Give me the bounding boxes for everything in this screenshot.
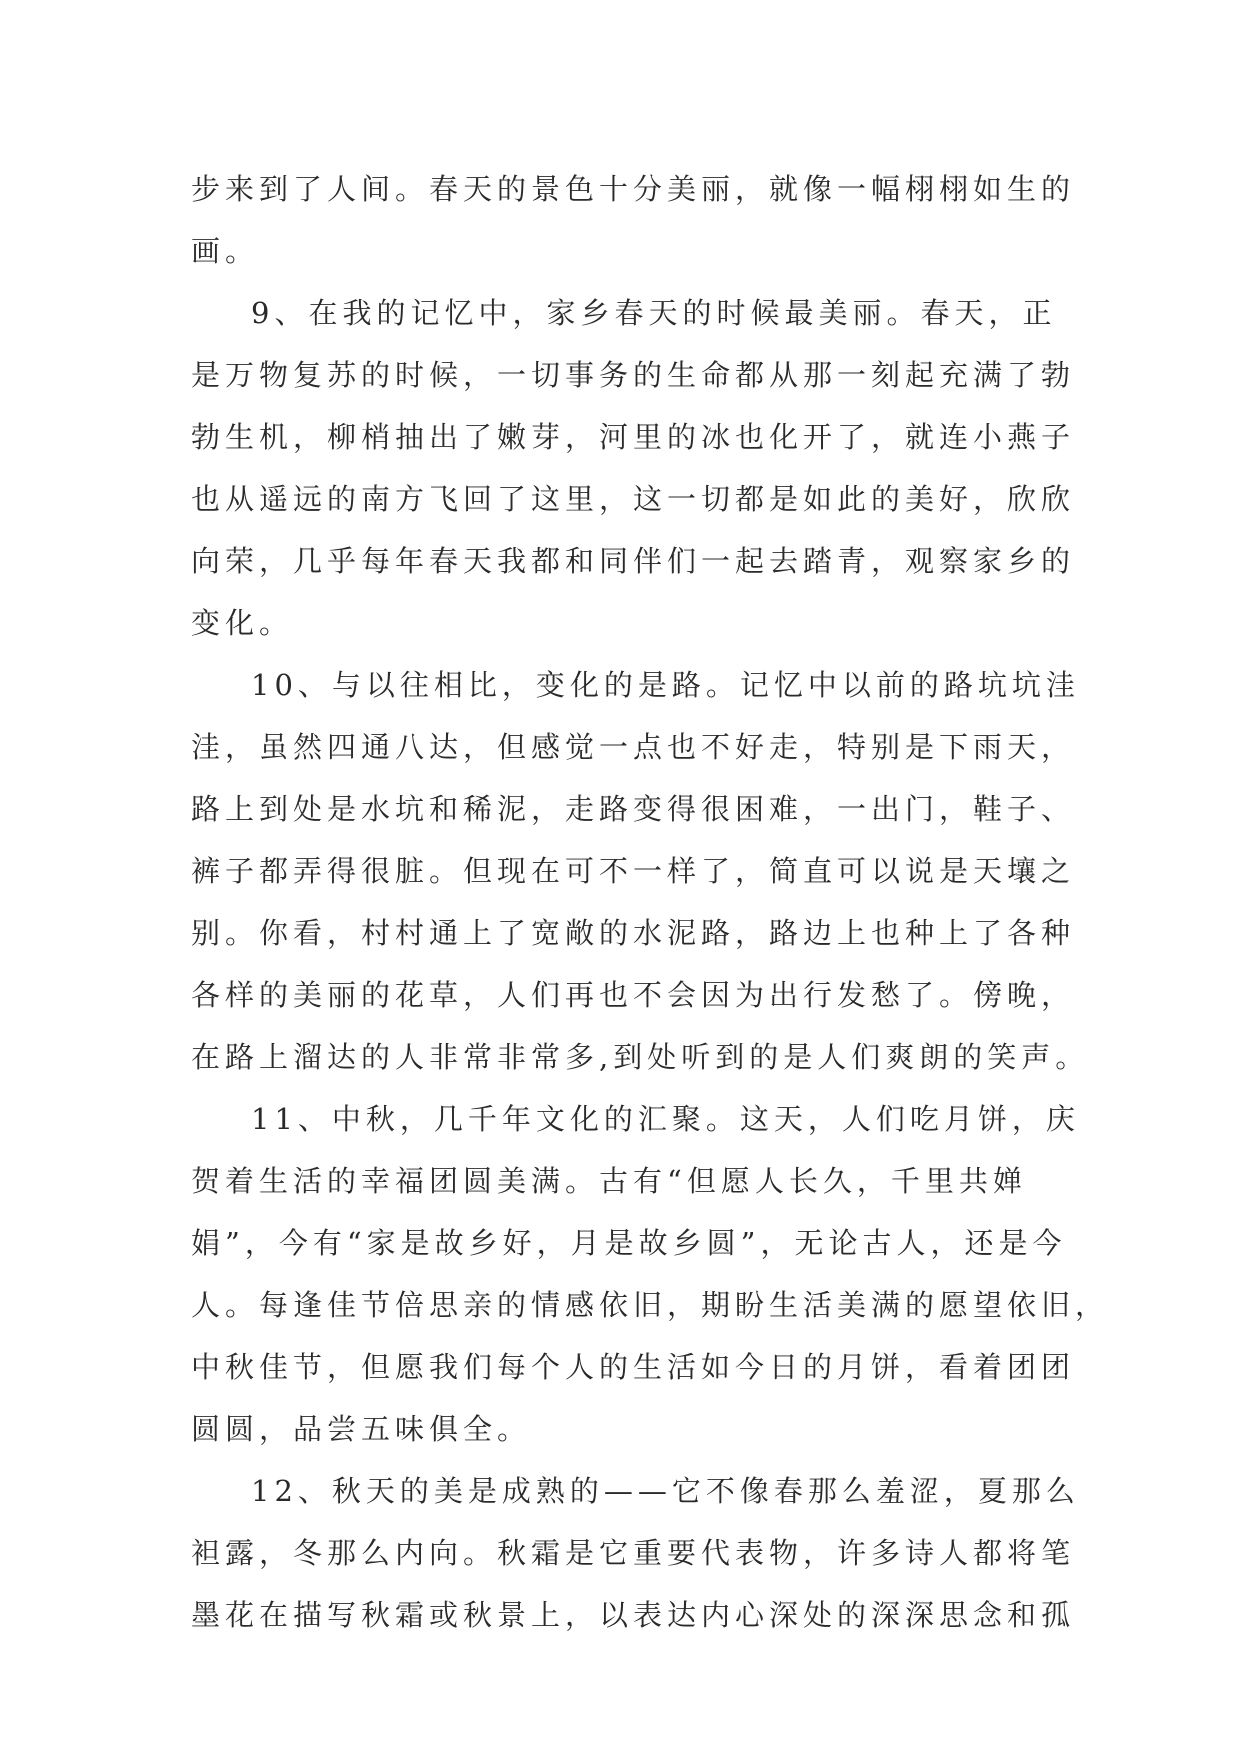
- text-line: 向荣，几乎每年春天我都和同伴们一起去踏青，观察家乡的: [191, 544, 1076, 578]
- text-line: 贺着生活的幸福团圆美满。古有“但愿人长久，千里共婵: [191, 1164, 1027, 1198]
- text-line: 洼，虽然四通八达，但感觉一点也不好走，特别是下雨天，: [191, 730, 1076, 764]
- text-line: 人。每逢佳节倍思亲的情感依旧，期盼生活美满的愿望依旧，: [191, 1288, 1110, 1322]
- text-line: 在路上溜达的人非常非常多,到处听到的是人们爽朗的笑声。: [191, 1040, 1090, 1074]
- document-body: [191, 158, 1110, 1646]
- paragraph-12: [191, 1460, 1080, 1646]
- text-line: 12、秋天的美是成熟的——它不像春那么羞涩，夏那么: [251, 1474, 1080, 1508]
- text-line: 圆圆，品尝五味俱全。: [191, 1412, 532, 1446]
- text-line: 画。: [191, 234, 260, 268]
- text-line: 别。你看，村村通上了宽敞的水泥路，路边上也种上了各种: [191, 916, 1076, 950]
- paragraph-9: [191, 282, 1076, 654]
- text-line: 10、与以往相比，变化的是路。记忆中以前的路坑坑洼: [251, 668, 1080, 702]
- text-line: 娟”，今有“家是故乡好，月是故乡圆”，无论古人，还是今: [191, 1226, 1067, 1260]
- text-line: 步来到了人间。春天的景色十分美丽，就像一幅栩栩如生的: [191, 172, 1076, 206]
- text-line: 变化。: [191, 606, 294, 640]
- text-line: 11、中秋，几千年文化的汇聚。这天，人们吃月饼，庆: [251, 1102, 1080, 1136]
- paragraph-8-continued: [191, 158, 1076, 282]
- paragraph-11: [191, 1088, 1110, 1460]
- text-line: 裤子都弄得很脏。但现在可不一样了，简直可以说是天壤之: [191, 854, 1076, 888]
- text-line: 路上到处是水坑和稀泥，走路变得很困难，一出门，鞋子、: [191, 792, 1076, 826]
- text-line: 墨花在描写秋霜或秋景上，以表达内心深处的深深思念和孤: [191, 1598, 1076, 1632]
- text-line: 中秋佳节，但愿我们每个人的生活如今日的月饼，看着团团: [191, 1350, 1076, 1384]
- text-line: 勃生机，柳梢抽出了嫩芽，河里的冰也化开了，就连小燕子: [191, 420, 1076, 454]
- paragraph-10: [191, 654, 1090, 1088]
- text-line: 也从遥远的南方飞回了这里，这一切都是如此的美好，欣欣: [191, 482, 1076, 516]
- text-line: 各样的美丽的花草，人们再也不会因为出行发愁了。傍晚，: [191, 978, 1076, 1012]
- text-line: 袒露，冬那么内向。秋霜是它重要代表物，许多诗人都将笔: [191, 1536, 1076, 1570]
- text-line: 9、在我的记忆中，家乡春天的时候最美丽。春天，正: [251, 296, 1057, 330]
- text-line: 是万物复苏的时候，一切事务的生命都从那一刻起充满了勃: [191, 358, 1076, 392]
